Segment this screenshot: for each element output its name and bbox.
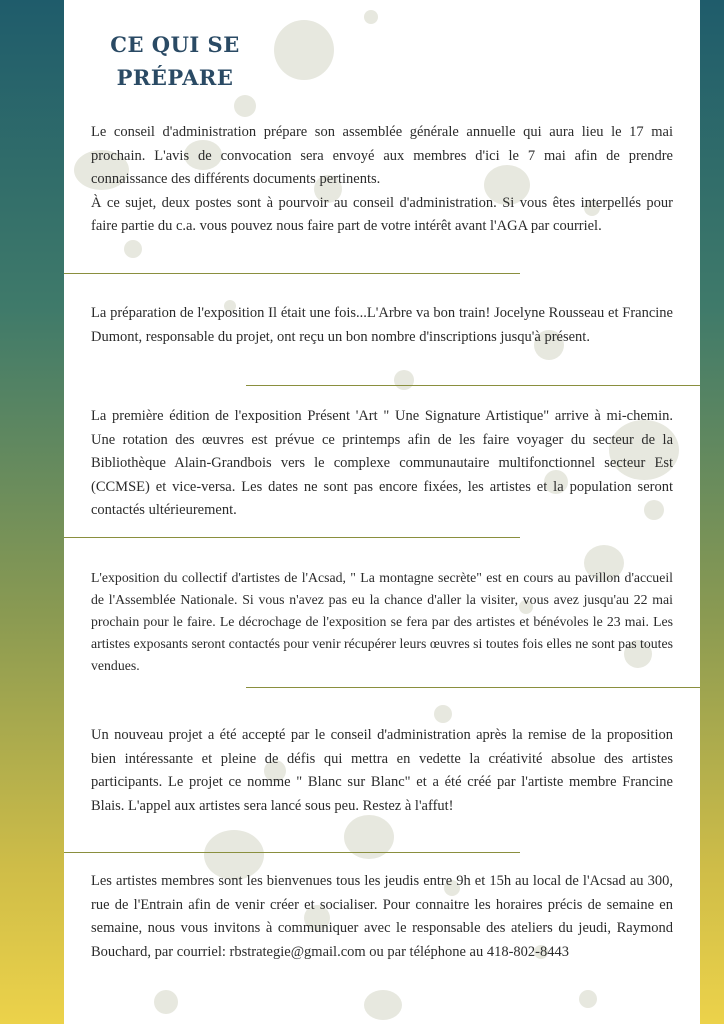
paragraph: À ce sujet, deux postes sont à pourvoir au conseil d'administration. Si vous êtes interpellés pour faire partie du c.a. vous pouvez nous faire part de votre intérêt avant l'AGA par courriel.	[91, 194, 673, 234]
section-blanc-sur-blanc	[91, 724, 673, 818]
paragraph: La première édition de l'exposition Présent 'Art " Une Signature Artistique" arrive à mi-chemin. Une rotation des œuvres est prévue ce printemps afin de les faire voyager du secteur de la Bibliothèque Alain-Grandbois vers le complexe communautaire multifonctionnel secteur Est (CCMSE) et vice-versa. Les dates ne sont pas encore fixées, les artistes et la population seront contactés ultérieurement.	[91, 408, 673, 518]
section-agm	[91, 121, 673, 239]
section-thursday-workshops	[91, 870, 673, 964]
paragraph: Le conseil d'administration prépare son assemblée générale annuelle qui aura lieu le 17 mai prochain. L'avis de convocation sera envoyé aux membres d'ici le 7 mai afin de prendre connaissance des différents documents pertinents.	[91, 124, 673, 187]
section-arbre-exhibition	[91, 302, 673, 349]
divider	[246, 385, 700, 386]
paragraph: L'exposition du collectif d'artistes de l'Acsad, " La montagne secrète" est en cours au pavillon d'accueil de l'Assemblée Nationale. Si vous n'avez pas eu la chance d'aller la visiter, vous avez jusqu'au 22 mai prochain pour le faire. Le décrochage de l'exposition se fera par des artistes et bénévoles le 23 mai. Les artistes exposants seront contactés pour venir récupérer leurs œuvres si toutes fois elles ne sont pas toutes vendues.	[91, 570, 673, 673]
section-montagne-secrete	[91, 567, 673, 677]
divider	[64, 537, 520, 538]
section-present-art	[91, 405, 673, 523]
divider	[246, 687, 700, 688]
paragraph: Un nouveau projet a été accepté par le conseil d'administration après la remise de la proposition bien intéressante et pleine de défis qui mettra en vedette la créativité absolue des artistes participants. Le projet ce nomme " Blanc sur Blanc" et a été créé par l'artiste membre Francine Blais. L'appel aux artistes sera lancé sous peu. Restez à l'affut!	[91, 727, 673, 814]
page-title: CE QUI SE PRÉPARE	[110, 32, 240, 90]
divider	[64, 273, 520, 274]
page	[64, 0, 700, 1024]
paragraph: La préparation de l'exposition Il était une fois...L'Arbre va bon train! Jocelyne Rousseau et Francine Dumont, responsable du projet, ont reçu un bon nombre d'inscriptions jusqu'à présent.	[91, 305, 673, 345]
paragraph: Les artistes membres sont les bienvenues tous les jeudis entre 9h et 15h au local de l'Acsad au 300, rue de l'Entrain afin de venir créer et socialiser. Pour connaitre les horaires précis de semaine en semaine, nous vous invitons à communiquer avec le responsable des ateliers du jeudi, Raymond Bouchard, par courriel: rbstrategie@gmail.com ou par téléphone au 418-802-8443	[91, 873, 673, 960]
divider	[64, 852, 520, 853]
